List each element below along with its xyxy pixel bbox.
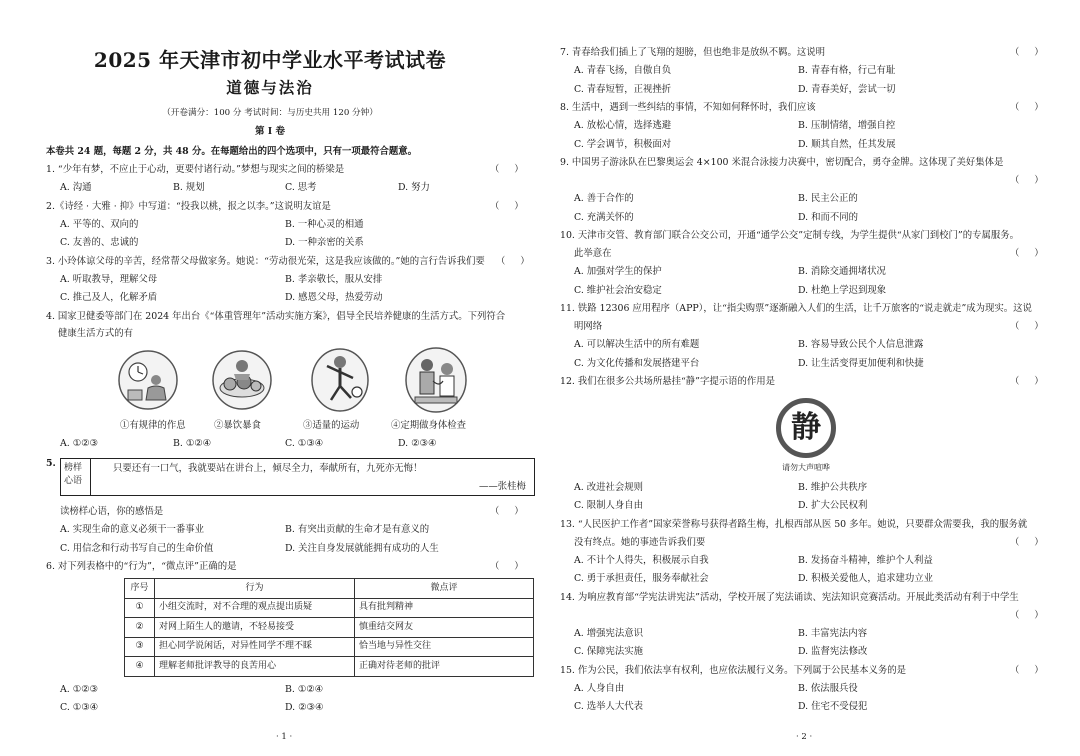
question-4-stem-cont: 健康生活方式的有	[58, 328, 134, 339]
overeating-picture	[212, 350, 272, 410]
option-d[interactable]: D. 顺其自然，任其发展	[798, 139, 896, 150]
option-d[interactable]: D. 和而不同的	[798, 212, 859, 223]
answer-blank[interactable]: （ ）	[496, 256, 530, 267]
option-d[interactable]: D. 一种亲密的关系	[285, 237, 364, 248]
option-c[interactable]: C. 青春短暂，正视挫折	[574, 84, 672, 95]
option-b[interactable]: B. 一种心灵的相通	[285, 219, 364, 230]
option-c[interactable]: C. 限制人身自由	[574, 500, 644, 511]
option-d[interactable]: D. ②③④	[398, 438, 437, 449]
answer-blank[interactable]: （ ）	[490, 164, 524, 175]
question-14-stem: 14. 为响应教育部“学宪法讲宪法”活动，学校开展了宪法诵读、宪法知识竞赛活动。开展此类活动有利于中学生	[560, 592, 1019, 603]
question-12-stem: 12. 我们在很多公共场所悬挂“静”字提示语的作用是	[560, 376, 775, 387]
behavior-table	[124, 578, 534, 677]
option-c[interactable]: C. ①③④	[285, 438, 324, 449]
table-cell: 慎重结交网友	[355, 618, 534, 638]
option-d[interactable]: D. 杜绝上学迟到现象	[798, 285, 887, 296]
quiet-sign-caption: 请勿大声喧哗	[782, 463, 830, 472]
question-2-stem: 2.《诗经 · 大雅 · 抑》中写道：“投我以桃，报之以李。”这说明友谊是	[46, 201, 331, 212]
question-13-stem: 13. “人民医护工作者”国家荣誉称号获得者路生梅，扎根西部从医 50 多年。她说，只要群众需要我，我的服务就	[560, 519, 1028, 530]
answer-blank[interactable]: （ ）	[490, 506, 524, 517]
option-b[interactable]: B. 维护公共秩序	[798, 482, 868, 493]
option-d[interactable]: D. 扩大公民权利	[798, 500, 868, 511]
question-9-stem: 9. 中国男子游泳队在巴黎奥运会 4×100 米混合泳接力决赛中，密切配合，勇夺金牌。这体现了美好集体是	[560, 157, 1004, 168]
answer-blank[interactable]: （ ）	[490, 561, 524, 572]
table-row	[125, 618, 534, 638]
table-cell: 小组交流时，对不合理的观点提出质疑	[155, 598, 355, 618]
table-row	[125, 598, 534, 618]
quote-author: ——张桂梅	[479, 481, 526, 492]
option-a[interactable]: A. 实现生命的意义必须干一番事业	[60, 524, 204, 535]
option-b[interactable]: B. 丰富宪法内容	[798, 628, 868, 639]
option-b[interactable]: B. 依法服兵役	[798, 683, 858, 694]
option-a[interactable]: A. ①②③	[60, 684, 98, 695]
column-header: 序号	[125, 579, 155, 599]
option-a[interactable]: A. 青春飞扬，自傲自负	[574, 65, 672, 76]
table-cell: ①	[125, 598, 155, 618]
answer-blank[interactable]: （ ）	[490, 201, 524, 212]
option-b[interactable]: B. 有突出贡献的生命才是有意义的	[285, 524, 430, 535]
option-b[interactable]: B. 发扬奋斗精神，维护个人利益	[798, 555, 933, 566]
answer-blank[interactable]: （ ）	[1010, 376, 1044, 387]
option-c[interactable]: C. 勇于承担责任，服务奉献社会	[574, 573, 709, 584]
answer-blank[interactable]: （ ）	[1010, 321, 1044, 332]
exam-title: 2025 年天津市初中学业水平考试试卷	[93, 48, 447, 72]
quiet-sign-character: 静	[791, 409, 821, 445]
table-cell: ④	[125, 657, 155, 677]
caption-2: ②暴饮暴食	[214, 420, 261, 431]
role-model-quote-box	[60, 458, 535, 496]
question-13-stem-cont: 没有终点。她的事迹告诉我们要	[574, 537, 706, 548]
table-header-row	[125, 579, 534, 599]
option-a[interactable]: A. 加强对学生的保护	[574, 266, 662, 277]
table-cell: 恰当地与异性交往	[355, 637, 534, 657]
table-cell: 正确对待老师的批评	[355, 657, 534, 677]
answer-blank[interactable]: （ ）	[1010, 47, 1044, 58]
option-b[interactable]: B. 消除交通拥堵状况	[798, 266, 886, 277]
option-b[interactable]: B. 规划	[173, 182, 205, 193]
option-a[interactable]: A. 平等的、双向的	[60, 219, 139, 230]
option-d[interactable]: D. 积极关爱他人，追求建功立业	[798, 573, 934, 584]
option-b[interactable]: B. ①②④	[285, 684, 324, 695]
question-11-stem: 11. 铁路 12306 应用程序（APP），让“指尖购票”逐渐融入人们的生活，让千万旅客的“说走就走”成为现实。这说	[560, 303, 1032, 314]
column-header: 行为	[155, 579, 355, 599]
question-11-stem-cont: 明网络	[574, 321, 603, 332]
option-c[interactable]: C. 选举人大代表	[574, 701, 644, 712]
column-header: 微点评	[355, 579, 534, 599]
quiet-sign-icon	[776, 398, 836, 458]
subject-title: 道德与法治	[226, 78, 314, 97]
checkup-picture	[405, 347, 467, 413]
option-c[interactable]: C. 充满关怀的	[574, 212, 634, 223]
option-a[interactable]: A. 可以解决生活中的所有难题	[574, 339, 700, 350]
option-a[interactable]: A. 增强宪法意识	[574, 628, 643, 639]
caption-1: ①有规律的作息	[120, 420, 186, 431]
question-1-stem: 1. “少年有梦，不应止于心动，更要付诸行动。”梦想与现实之间的桥梁是	[46, 164, 345, 175]
option-b[interactable]: B. 民主公正的	[798, 193, 858, 204]
question-8-stem: 8. 生活中，遇到一些纠结的事情，不知如何释怀时，我们应该	[560, 102, 816, 113]
table-cell: 对网上陌生人的邀请，不轻易接受	[155, 618, 355, 638]
answer-blank[interactable]: （ ）	[1010, 537, 1044, 548]
option-d[interactable]: D. 努力	[398, 182, 430, 193]
section-heading: 第 I 卷	[254, 126, 286, 137]
table-cell: ③	[125, 637, 155, 657]
question-10-stem: 10. 天津市交管、教育部门联合公交公司，开通“通学公交”定制专线，为学生提供“从家门到校门”的专属服务。	[560, 230, 1019, 241]
answer-blank[interactable]: （ ）	[1010, 665, 1044, 676]
question-6-stem: 6. 对下列表格中的“行为”，“微点评”正确的是	[46, 561, 237, 572]
option-c[interactable]: C. 推己及人，化解矛盾	[60, 292, 158, 303]
caption-4: ④定期做身体检查	[391, 420, 467, 431]
page-number: · 2 ·	[796, 732, 813, 742]
option-a[interactable]: A. 听取教导，理解父母	[60, 274, 158, 285]
table-cell: 具有批判精神	[355, 598, 534, 618]
option-c[interactable]: C. 学会调节，积极面对	[574, 139, 672, 150]
option-b[interactable]: B. ①②④	[173, 438, 212, 449]
table-cell: 理解老师批评教导的良苦用心	[155, 657, 355, 677]
question-15-stem: 15. 作为公民，我们依法享有权利，也应依法履行义务。下列属于公民基本义务的是	[560, 665, 907, 676]
page-number: · 1 ·	[276, 732, 293, 742]
answer-blank[interactable]: （ ）	[1010, 610, 1044, 621]
option-c[interactable]: C. 思考	[285, 182, 317, 193]
regular-routine-picture	[118, 350, 178, 410]
quote-label: 榜样心语	[61, 459, 91, 495]
question-10-stem-cont: 此举意在	[574, 248, 612, 259]
option-d[interactable]: D. 让生活变得更加便利和快捷	[798, 358, 924, 369]
question-3-stem: 3. 小玲体谅父母的辛苦，经常帮父母做家务。她说：“劳动很光荣，这是我应该做的。”她的言行告诉我们要	[46, 256, 485, 267]
option-a[interactable]: A. 沟通	[60, 182, 92, 193]
table-cell: 担心同学说闲话，对异性同学不理不睬	[155, 637, 355, 657]
table-row	[125, 657, 534, 677]
table-row	[125, 637, 534, 657]
option-a[interactable]: A. 改进社会规则	[574, 482, 643, 493]
option-a[interactable]: A. 善于合作的	[574, 193, 634, 204]
question-4-stem: 4. 国家卫健委等部门在 2024 年出台《“体重管理年”活动实施方案》，倡导全民培养健康的生活方式。下列符合	[46, 311, 506, 322]
quote-text: 只要还有一口气，我就要站在讲台上，倾尽全力，奉献所有，九死亦无悔！	[113, 463, 423, 474]
option-b[interactable]: B. 青春有格，行己有耻	[798, 65, 896, 76]
option-d[interactable]: D. ②③④	[285, 702, 324, 713]
option-a[interactable]: A. 放松心情，选择逃避	[574, 120, 672, 131]
option-c[interactable]: C. 为文化传播和发展搭建平台	[574, 358, 700, 369]
option-b[interactable]: B. 容易导致公民个人信息泄露	[798, 339, 924, 350]
question-5-stem: 读榜样心语，你的感悟是	[60, 506, 164, 517]
option-b[interactable]: B. 压制情绪，增强自控	[798, 120, 896, 131]
option-d[interactable]: D. 住宅不受侵犯	[798, 701, 868, 712]
option-c[interactable]: C. 友善的、忠诚的	[60, 237, 139, 248]
option-c[interactable]: C. 维护社会治安稳定	[574, 285, 662, 296]
answer-blank[interactable]: （ ）	[1010, 175, 1044, 186]
option-c[interactable]: C. 用信念和行动书写自己的生命价值	[60, 543, 214, 554]
option-d[interactable]: D. 关注自身发展就能拥有成功的人生	[285, 543, 439, 554]
option-b[interactable]: B. 孝亲敬长，服从安排	[285, 274, 383, 285]
option-c[interactable]: C. 保障宪法实施	[574, 646, 644, 657]
table-cell: ②	[125, 618, 155, 638]
option-d[interactable]: D. 青春美好，尝试一切	[798, 84, 896, 95]
right-page	[540, 0, 1080, 756]
option-a[interactable]: A. 人身自由	[574, 683, 625, 694]
answer-blank[interactable]: （ ）	[1010, 248, 1044, 259]
option-d[interactable]: D. 感恩父母，热爱劳动	[285, 292, 383, 303]
answer-blank[interactable]: （ ）	[1010, 102, 1044, 113]
option-d[interactable]: D. 监督宪法修改	[798, 646, 868, 657]
option-a[interactable]: A. 不计个人得失，积极展示自我	[574, 555, 709, 566]
exercise-picture	[311, 348, 369, 412]
instructions: 本卷共 24 题，每题 2 分，共 48 分。在每题给出的四个选项中，只有一项最符合题意。	[46, 146, 417, 157]
question-5-number: 5.	[46, 458, 56, 469]
caption-3: ③适量的运动	[303, 420, 360, 431]
option-c[interactable]: C. ①③④	[60, 702, 99, 713]
exam-info: （开卷满分：100 分 考试时间：与历史共用 120 分钟）	[162, 108, 378, 118]
question-7-stem: 7. 青春给我们插上了飞翔的翅膀，但也绝非是放纵不羁。这说明	[560, 47, 826, 58]
option-a[interactable]: A. ①②③	[60, 438, 98, 449]
